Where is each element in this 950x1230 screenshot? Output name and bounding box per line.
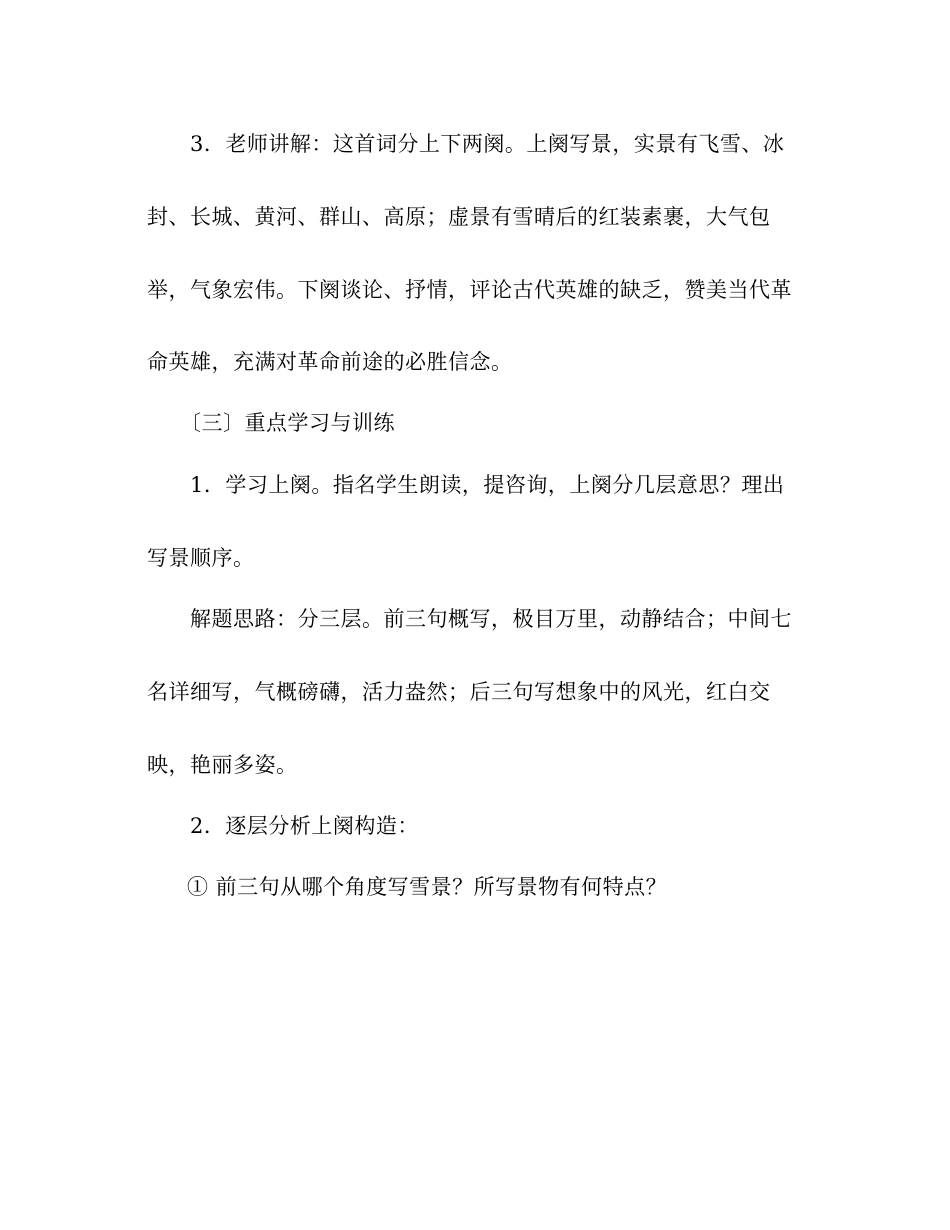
paragraph-3-line-1: 3．老师讲解：这首词分上下两阕。上阕写景，实景有飞雪、冰: [190, 132, 785, 156]
paragraph-3-line-4: 命英雄，充满对革命前途的必胜信念。: [147, 350, 513, 374]
paragraph-1-line-1: 1．学习上阕。指名学生朗读，提咨询，上阕分几层意思？理出: [190, 473, 785, 497]
solution-line-2: 名详细写，气概磅礴，活力盎然；后三句写想象中的风光，红白交: [147, 680, 771, 704]
solution-line-1: 解题思路：分三层。前三句概写，极目万里，动静结合；中间七: [190, 607, 792, 631]
section-heading: 〔三〕重点学习与训练: [180, 411, 395, 435]
paragraph-3-line-2: 封、长城、黄河、群山、高原；虚景有雪晴后的红装素裹，大气包: [147, 205, 771, 229]
paragraph-3-line-3: 举，气象宏伟。下阕谈论、抒情，评论古代英雄的缺乏，赞美当代革: [147, 278, 792, 302]
solution-line-3: 映，艳丽多姿。: [147, 753, 298, 777]
paragraph-2: 2．逐层分析上阕构造：: [190, 814, 419, 838]
question-1: ① 前三句从哪个角度写雪景？所写景物有何特点？: [187, 875, 668, 899]
paragraph-1-line-2: 写景顺序。: [147, 546, 255, 570]
